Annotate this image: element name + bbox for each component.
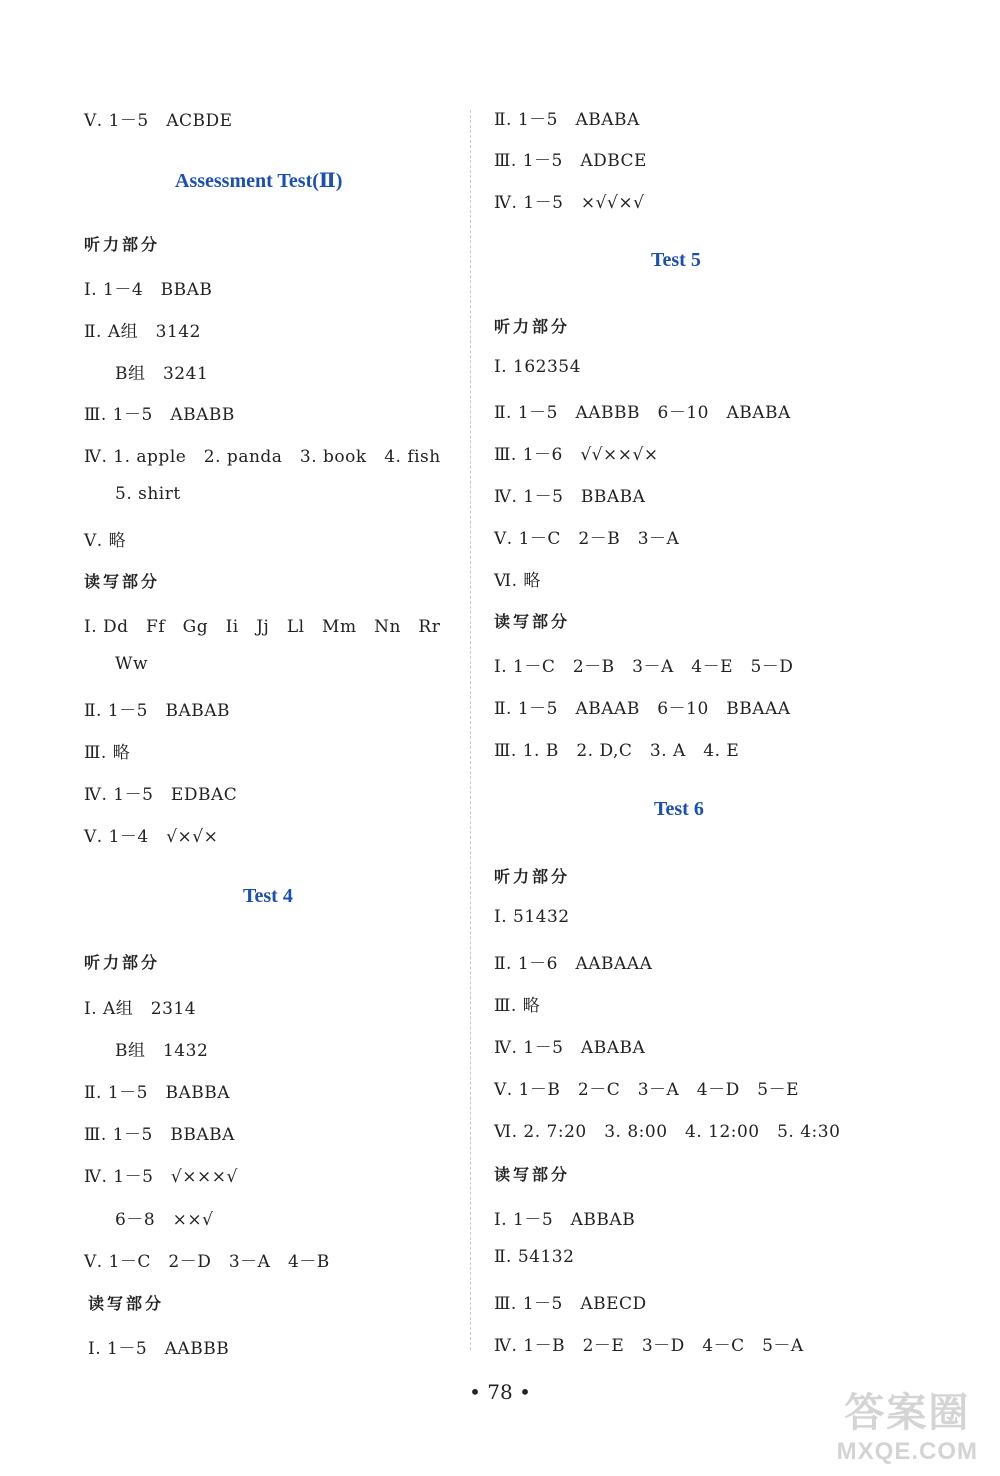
listening-part-label: 听力部分 [84, 235, 161, 254]
answer-line: Ⅲ. 略 [494, 996, 541, 1016]
answer-line: Ⅰ. 1－4 BBAB [84, 280, 213, 300]
answer-line: Ⅳ. 1－5 ×√√×√ [494, 193, 645, 213]
answer-line: Ⅳ. 1－5 √×××√ [84, 1167, 238, 1187]
answer-line: 6－8 ××√ [115, 1210, 214, 1230]
reading-writing-part-label: 读写部分 [494, 612, 571, 631]
answer-line: Ⅰ. 1－5 ABBAB [494, 1210, 636, 1230]
reading-writing-part-label: 读写部分 [84, 572, 161, 591]
watermark-url: MXQE.COM [836, 1438, 978, 1465]
column-divider [470, 110, 471, 1350]
watermark [837, 1381, 978, 1466]
answer-line: Ⅴ. 1－C 2－D 3－A 4－B [84, 1252, 330, 1272]
answer-line: Ⅰ. 51432 [494, 907, 570, 927]
answer-line: Ⅳ. 1－5 ABABA [494, 1038, 646, 1058]
section-heading-assessment: Assessment Test(Ⅱ) [175, 170, 343, 192]
answer-line: Ⅲ. 1－5 BBABA [84, 1125, 235, 1145]
reading-writing-part-label: 读写部分 [494, 1165, 571, 1184]
listening-part-label: 听力部分 [494, 867, 571, 886]
answer-line: Ⅱ. 1－5 AABBB 6－10 ABABA [494, 403, 791, 423]
answer-line: Ⅳ. 1－5 BBABA [494, 487, 646, 507]
answer-line: Ⅵ. 2. 7:20 3. 8:00 4. 12:00 5. 4:30 [494, 1122, 841, 1142]
answer-line: Ⅰ. 1－5 AABBB [88, 1339, 230, 1359]
listening-part-label: 听力部分 [494, 317, 571, 336]
answer-line: Ⅰ. 1－C 2－B 3－A 4－E 5－D [494, 657, 794, 677]
answer-line: Ⅲ. 1－5 ABABB [84, 405, 235, 425]
answer-line: Ⅴ. 1－4 √×√× [84, 827, 219, 847]
section-heading-test4: Test 4 [243, 885, 293, 907]
answer-line: Ⅱ. 54132 [494, 1247, 575, 1267]
answer-line: Ⅳ. 1－5 EDBAC [84, 785, 238, 805]
answer-line: Ⅰ. A组 2314 [84, 999, 197, 1019]
answer-line: Ⅴ. 1－B 2－C 3－A 4－D 5－E [494, 1080, 799, 1100]
answer-line: Ⅱ. A组 3142 [84, 322, 201, 342]
answer-line: Ⅱ. 1－5 BABAB [84, 701, 231, 721]
section-heading-test6: Test 6 [654, 798, 704, 820]
answer-line: B组 3241 [115, 364, 209, 384]
answer-line: Ⅱ. 1－6 AABAAA [494, 954, 653, 974]
answer-line: B组 1432 [115, 1041, 209, 1061]
listening-part-label: 听力部分 [84, 953, 161, 972]
reading-writing-part-label: 读写部分 [88, 1294, 165, 1313]
answer-line: Ⅰ. 162354 [494, 357, 581, 377]
answer-line: Ⅲ. 1－5 ABECD [494, 1294, 647, 1314]
section-heading-test5: Test 5 [651, 249, 701, 271]
answer-line: Ⅴ. 略 [84, 531, 127, 551]
answer-line: Ⅲ. 1－6 √√××√× [494, 445, 659, 465]
answer-line: Ⅵ. 略 [494, 571, 541, 591]
answer-line: Ⅲ. 略 [84, 743, 131, 763]
answer-line: 5. shirt [115, 484, 181, 504]
page-number: • 78 • [469, 1380, 531, 1404]
answer-line: Ⅴ. 1－C 2－B 3－A [494, 529, 680, 549]
answer-line: Ⅱ. 1－5 BABBA [84, 1083, 231, 1103]
answer-line: Ⅴ. 1－5 ACBDE [84, 111, 233, 131]
answer-line: Ⅳ. 1－B 2－E 3－D 4－C 5－A [494, 1336, 804, 1356]
watermark-logo: 答案圈 [844, 1391, 971, 1435]
answer-line: Ⅱ. 1－5 ABABA [494, 110, 640, 130]
answer-line: Ⅲ. 1－5 ADBCE [494, 151, 647, 171]
answer-line: Ⅲ. 1. B 2. D,C 3. A 4. E [494, 741, 740, 761]
answer-line: Ⅳ. 1. apple 2. panda 3. book 4. fish [84, 447, 441, 467]
answer-line: Ⅰ. Dd Ff Gg Ii Jj Ll Mm Nn Rr [84, 617, 441, 637]
answer-line: Ⅱ. 1－5 ABAAB 6－10 BBAAA [494, 699, 791, 719]
answer-line: Ww [115, 654, 149, 674]
